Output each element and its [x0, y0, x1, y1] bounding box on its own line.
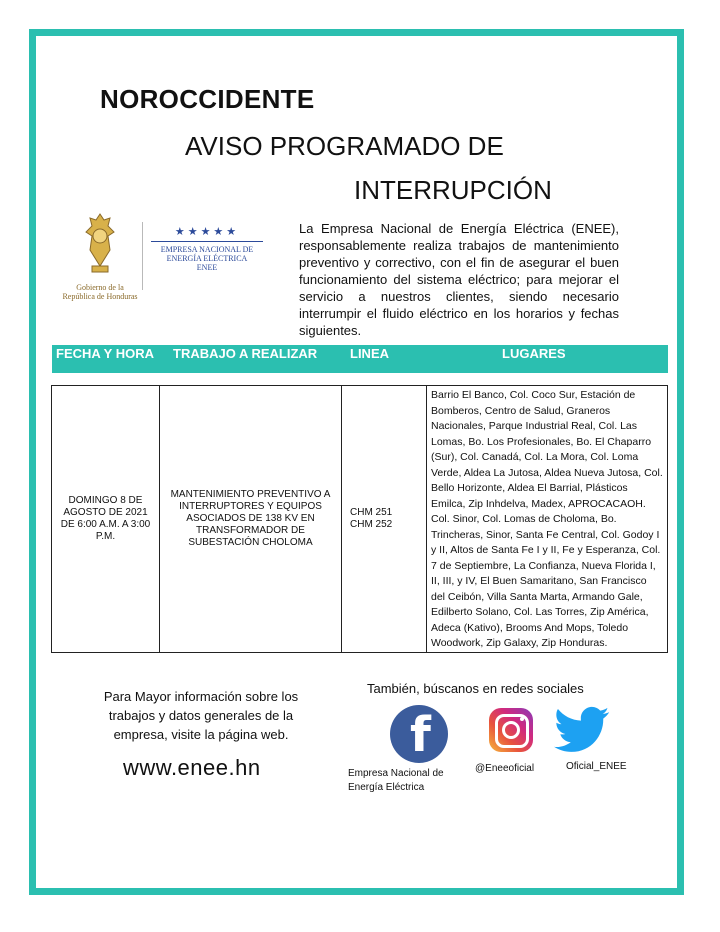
enee-caption-2: ENERGÍA ELÉCTRICA [166, 254, 248, 263]
schedule-table [51, 385, 668, 653]
intro-paragraph: La Empresa Nacional de Energía Eléctrica (ENEE), responsablemente realiza trabajos de mantenimiento preventivo y correctivo, con el fin de asegurar el buen funcionamiento del sistema eléctrico; para mejorar el servicio a nuestros clientes, siendo necesario interrumpir el fluido eléctrico en los horarios y fechas siguientes. [299, 221, 619, 338]
stars-icon: ★★★★★ [174, 226, 240, 238]
cell-trabajo: MANTENIMIENTO PREVENTIVO A INTERRUPTORES Y EQUIPOS ASOCIADOS DE 138 KV EN TRANSFORMADOR DE SUBESTACIÓN CHOLOMA [160, 386, 342, 653]
facebook-icon[interactable]: f [390, 705, 448, 763]
gov-caption-2: República de Honduras [62, 292, 138, 301]
twitter-label: Oficial_ENEE [566, 761, 627, 772]
coat-of-arms-icon [78, 210, 122, 278]
instagram-label: @Eneeoficial [475, 763, 535, 774]
region-title: NOROCCIDENTE [100, 84, 315, 114]
header-trabajo: TRABAJO A REALIZAR [173, 346, 318, 361]
enee-logo-rule [151, 241, 263, 242]
facebook-label-line2: Energía Eléctrica [348, 782, 425, 793]
more-info-text: Para Mayor información sobre los trabajos y datos generales de la empresa, visite la página web. [103, 689, 299, 742]
cell-fecha: DOMINGO 8 DE AGOSTO DE 2021 DE 6:00 A.M. A 3:00 P.M. [52, 386, 160, 653]
linea-1: CHM 251 [350, 506, 393, 518]
enee-caption-1: EMPRESA NACIONAL DE [160, 245, 254, 254]
notice-title-line1: AVISO PROGRAMADO DE [185, 131, 504, 161]
logo-divider [142, 222, 143, 290]
honduras-government-logo [60, 210, 140, 305]
header-linea: LINEA [350, 346, 389, 361]
website-link[interactable]: www.enee.hn [123, 755, 261, 780]
gov-caption-1: Gobierno de la [76, 283, 124, 292]
notice-title-line2: INTERRUPCIÓN [354, 175, 552, 205]
twitter-icon[interactable] [554, 705, 610, 755]
facebook-label [348, 767, 444, 795]
social-title: También, búscanos en redes sociales [367, 681, 584, 696]
header-fecha: FECHA Y HORA [56, 346, 154, 361]
instagram-icon[interactable] [489, 708, 533, 752]
table-header-bar [52, 345, 668, 373]
linea-2: CHM 252 [350, 518, 393, 530]
cell-linea [342, 386, 427, 653]
facebook-label-line1: Empresa Nacional de [348, 768, 444, 779]
table-row [52, 386, 668, 653]
enee-caption-3: ENEE [196, 263, 218, 272]
header-lugares: LUGARES [502, 346, 566, 361]
cell-lugares: Barrio El Banco, Col. Coco Sur, Estación de Bomberos, Centro de Salud, Graneros Nacionales, Parque Industrial Real, Col. Las Lomas, Bo. Los Profesionales, Bo. El Chaparro (Sur), Col. Canadá, Col. La Mora, Col. Loma Verde, Aldea La Jutosa, Aldea Nueva Jutosa, Col. Bello Horizonte, Aldea El Barrial, Plásticos Emilca, Zip Inhdelva, Madex, APROCACAOH. Col. Sinor, Col. Lomas de Choloma, Bo. Trincheras, Sinor, Santa Fe Central, Col. Godoy I y II, Altos de Santa Fe I y II, Fe y Esperanza, Col. 7 de Septiembre, La Confianza, Nueva Florida I, II, III, y IV, El Buen Samaritano, San Francisco del Ceibón, Villa Santa Marta, Armando Gale, Edilberto Solano, Col. Las Torres, Zip América, Adeca (Kativo), Brooms And Mops, Toledo Woodwork, Zip Galaxy, Zip Honduras. [427, 386, 668, 653]
enee-logo [148, 225, 266, 272]
